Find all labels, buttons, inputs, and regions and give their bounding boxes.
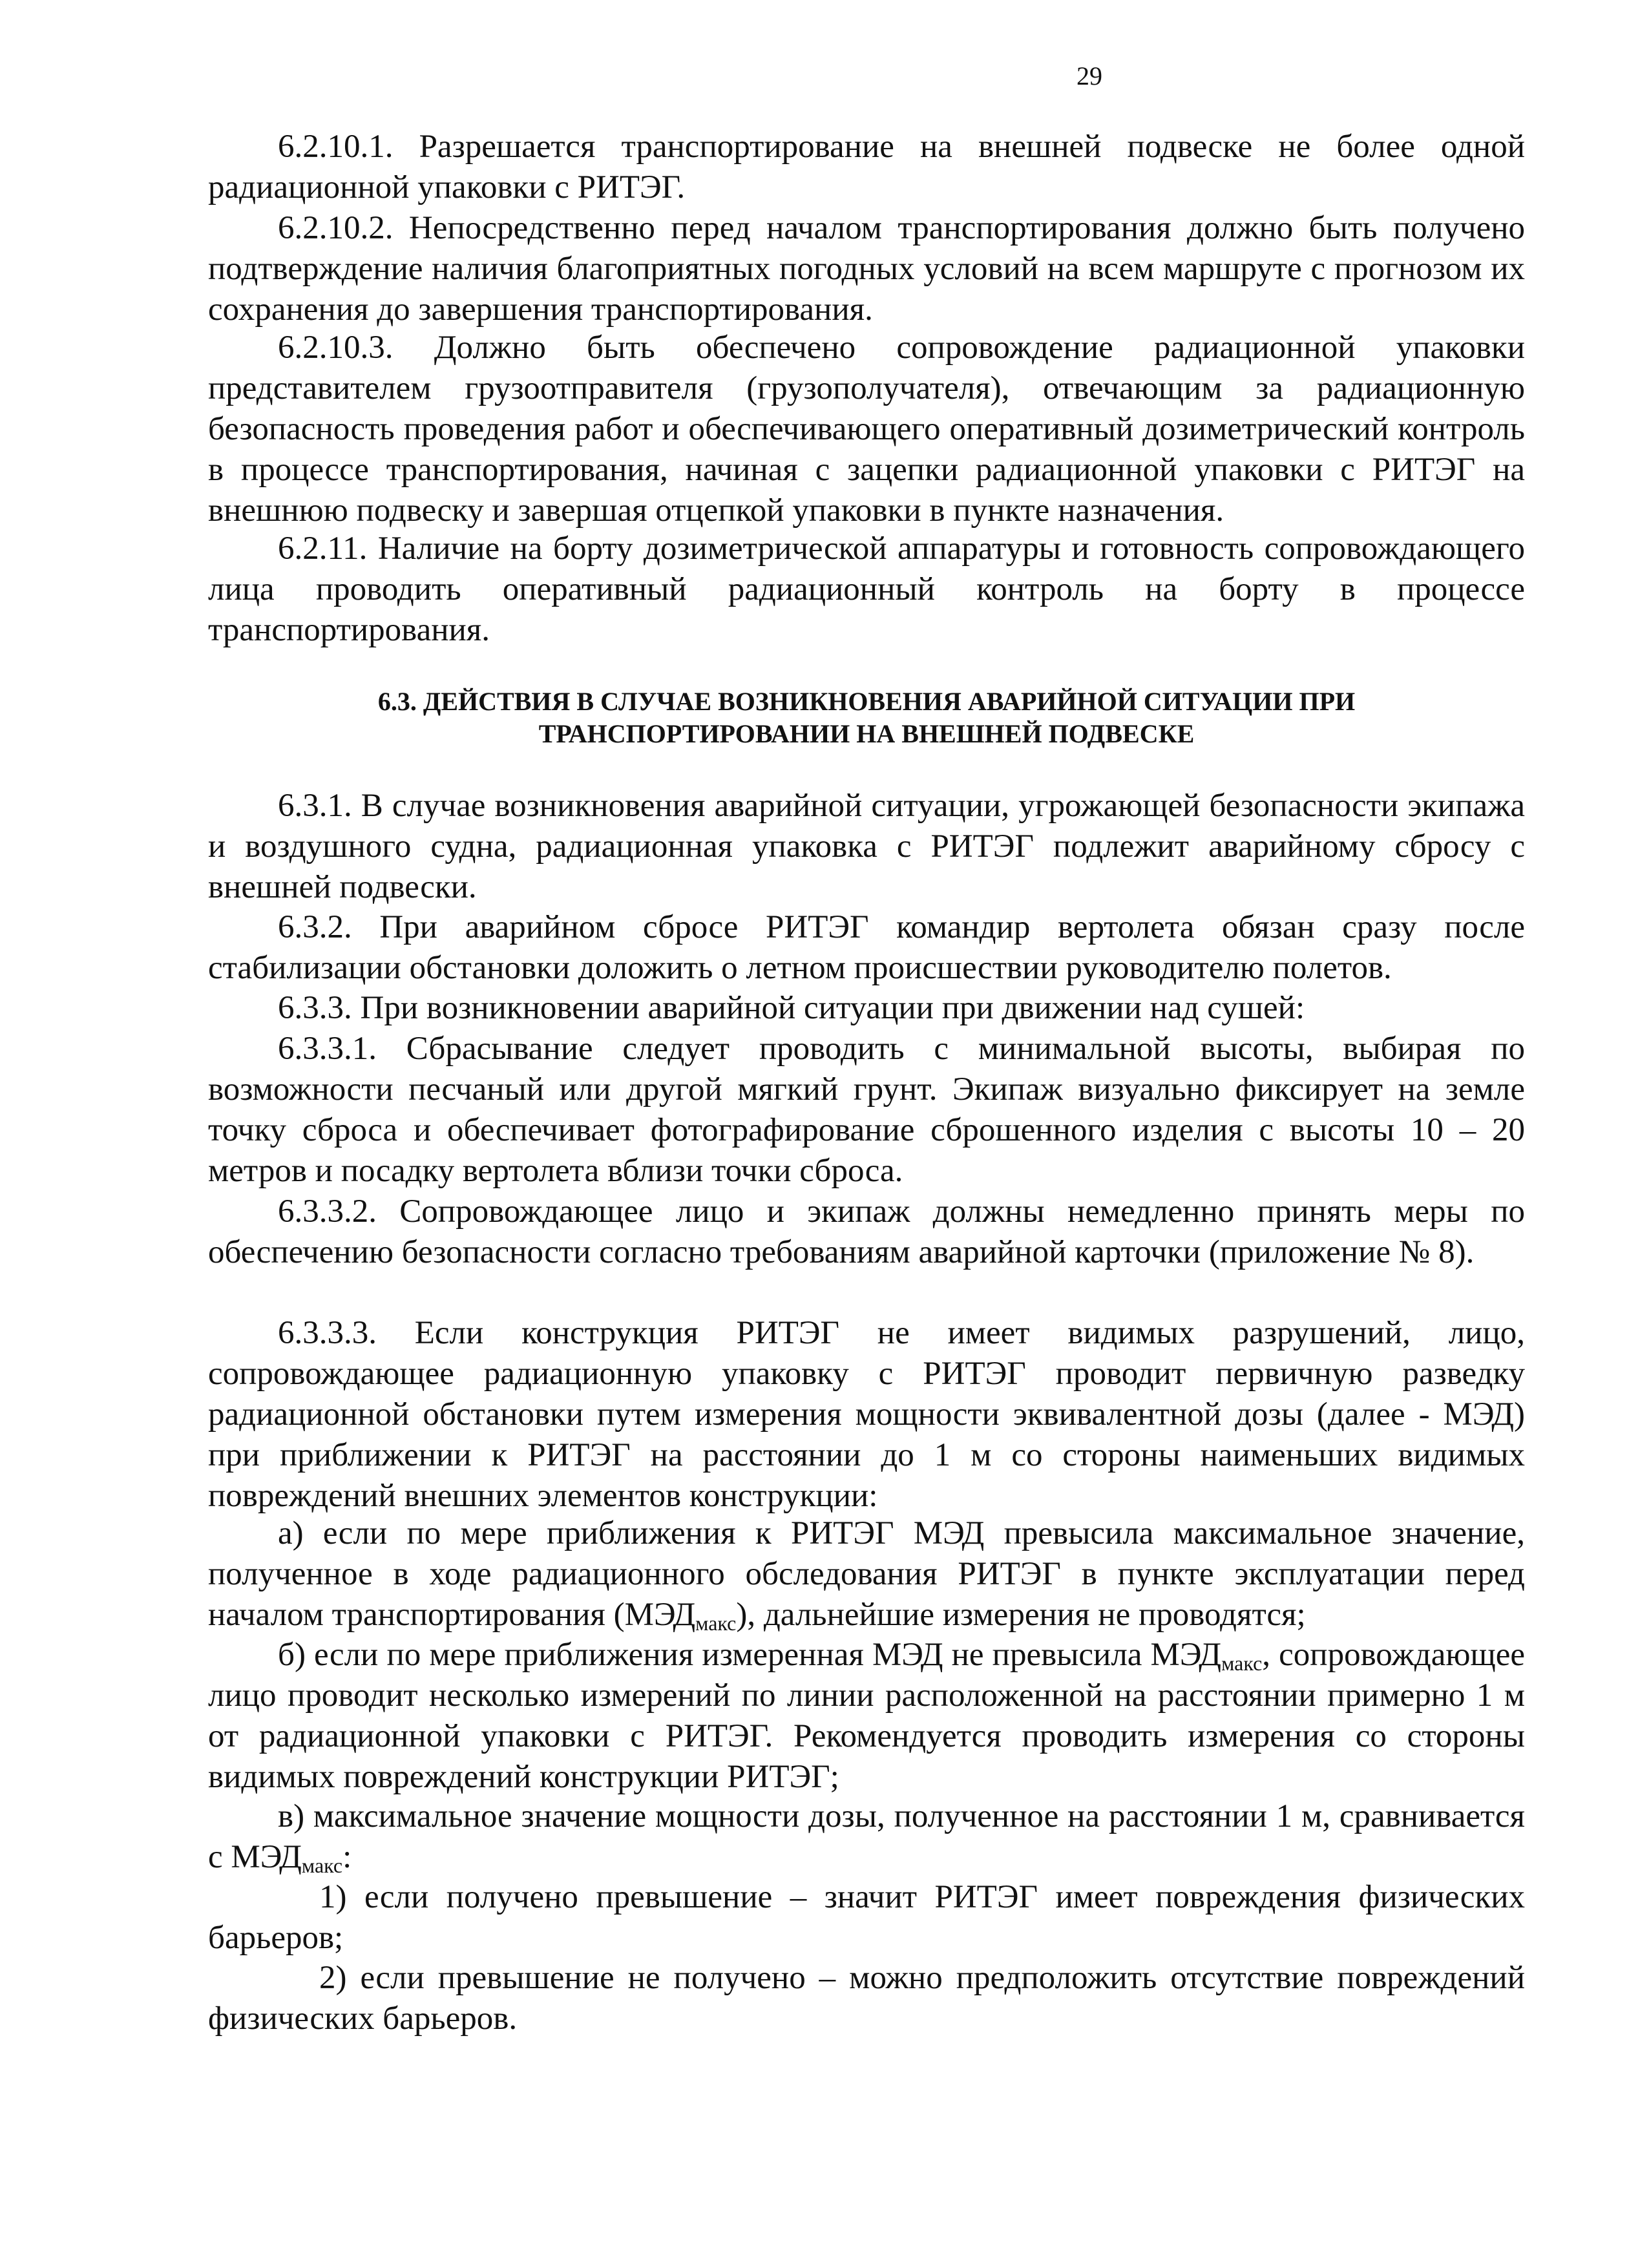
section-heading-line-2: ТРАНСПОРТИРОВАНИИ НА ВНЕШНЕЙ ПОДВЕСКЕ (538, 719, 1195, 748)
list-item-2: 2) если превышение не получено – можно предположить отсутствие повреждений физических барьеров. (208, 1960, 1525, 2037)
paragraph-6-3-3-3: 6.3.3.3. Если конструкция РИТЭГ не имеет видимых разрушений, лицо, сопровождающее радиационную упаковку с РИТЭГ проводит первичную разведку радиационной обстановки путем измерения мощности эквивалентной дозы (далее - МЭД) при приближении к РИТЭГ на расстоянии до 1 м со стороны наименьших видимых повреждений внешних элементов конструкции: (208, 1315, 1525, 1514)
list-item-a: а) если по мере приближения к РИТЭГ МЭД превысила максимальное значение, полученное в ходе радиационного обследования РИТЭГ в пункте эксплуатации перед началом транспортирования $(МЭД_{макс})$, дальнейшие измерения не проводятся; (208, 1515, 1525, 1635)
list-item-b: б) если по мере приближения измеренная МЭД не превысила $МЭД_{макс}$, сопровождающее лицо проводит несколько измерений по линии расположенной на расстоянии примерно 1 м от радиационной упаковки с РИТЭГ. Рекомендуется проводить измерения со стороны видимых повреждений конструкции РИТЭГ; (208, 1637, 1526, 1795)
list-item-v: в) максимальное значение мощности дозы, полученное на расстоянии 1 м, сравнивается с $МЭД_{макс}$: (208, 1798, 1525, 1877)
section-heading-line-1: 6.3. ДЕЙСТВИЯ В СЛУЧАЕ ВОЗНИКНОВЕНИЯ АВАРИЙНОЙ СИТУАЦИИ ПРИ (377, 687, 1356, 716)
paragraph-6-3-3: 6.3.3. При возникновении аварийной ситуации при движении над сушей: (278, 990, 1305, 1026)
paragraph-6-3-3-1: 6.3.3.1. Сбрасывание следует проводить с минимальной высоты, выбирая по возможности песчаный или другой мягкий грунт. Экипаж визуально фиксирует на земле точку сброса и обеспечивает фотографирование сброшенного изделия с высоты 10 – 20 метров и посадку вертолета вблизи точки сброса. (208, 1031, 1525, 1189)
paragraph-6-2-10-3: 6.2.10.3. Должно быть обеспечено сопровождение радиационной упаковки представителем грузоотправителя (грузополучателя), отвечающим за радиационную безопасность проведения работ и обеспечивающего оперативный дозиметрический контроль в процессе транспортирования, начиная с зацепки радиационной упаковки с РИТЭГ на внешнюю подвеску и завершая отцепкой упаковки в пункте назначения. (208, 330, 1525, 529)
paragraph-6-3-3-2: 6.3.3.2. Сопровождающее лицо и экипаж должны немедленно принять меры по обеспечению безопасности согласно требованиям аварийной карточки (приложение № 8). (208, 1193, 1525, 1270)
paragraph-6-2-11: 6.2.11. Наличие на борту дозиметрической аппаратуры и готовность сопровождающего лица проводить оперативный радиационный контроль на борту в процессе транспортирования. (208, 530, 1525, 648)
list-item-1: 1) если получено превышение – значит РИТЭГ имеет повреждения физических барьеров; (208, 1879, 1525, 1956)
paragraph-6-3-2: 6.3.2. При аварийном сбросе РИТЭГ командир вертолета обязан сразу после стабилизации обстановки доложить о летном происшествии руководителю полетов. (208, 909, 1525, 986)
paragraph-6-2-10-2: 6.2.10.2. Непосредственно перед началом транспортирования должно быть получено подтверждение наличия благоприятных погодных условий на всем маршруте с прогнозом их сохранения до завершения транспортирования. (208, 210, 1525, 328)
paragraph-6-3-1: 6.3.1. В случае возникновения аварийной ситуации, угрожающей безопасности экипажа и воздушного судна, радиационная упаковка с РИТЭГ подлежит аварийному сбросу с внешней подвески. (208, 788, 1525, 905)
page-number: 29 (1077, 61, 1102, 90)
paragraph-6-2-10-1: 6.2.10.1. Разрешается транспортирование на внешней подвеске не более одной радиационной упаковки с РИТЭГ. (208, 129, 1525, 205)
